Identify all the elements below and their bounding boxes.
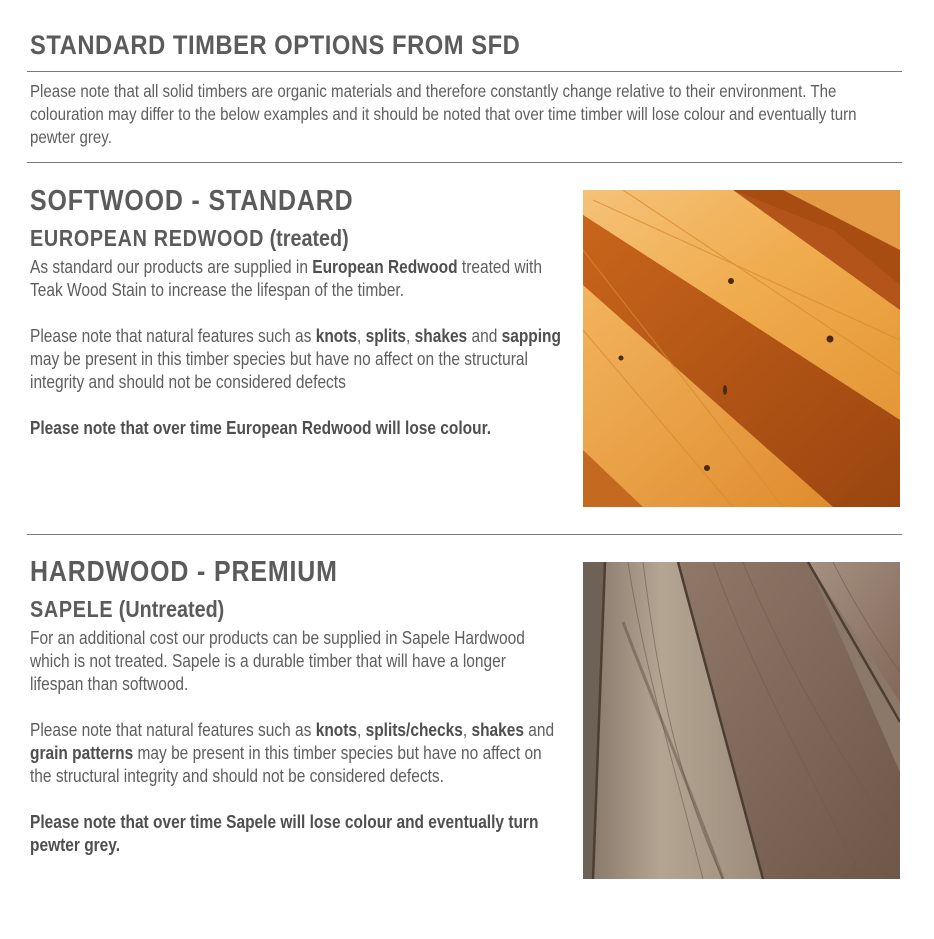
- page-title: STANDARD TIMBER OPTIONS FROM SFD: [30, 30, 521, 60]
- species-name: EUROPEAN REDWOOD: [30, 225, 265, 251]
- bold-text-run: splits/checks: [365, 720, 463, 740]
- redwood-timber-photo: [583, 190, 900, 507]
- title-divider: [27, 71, 902, 72]
- hardwood-paragraph-2: [30, 719, 563, 788]
- species-name: SAPELE: [30, 596, 114, 622]
- bold-text-run: sapping: [501, 326, 561, 346]
- text-run: may be present in this timber species but have no affect on the structural integrity and should not be considered defects: [30, 349, 528, 392]
- text-run: treated with Teak Wood Stain to increase the lifespan of the timber.: [30, 257, 542, 300]
- hardwood-section: [30, 554, 563, 857]
- bold-text-run: European Redwood: [312, 257, 458, 277]
- bold-text-run: grain patterns: [30, 743, 134, 763]
- text-run: Please note that natural features such as: [30, 720, 316, 740]
- hardwood-paragraph-3: [30, 811, 563, 857]
- text-run: ,: [462, 720, 472, 740]
- hardwood-species-heading: [30, 595, 563, 623]
- text-run: ,: [406, 326, 415, 346]
- text-run: ,: [357, 326, 366, 346]
- text-run: may be present in this timber species but have no affect on the structural integrity and should not be considered defects.: [30, 743, 542, 786]
- softwood-paragraph-1: [30, 256, 563, 302]
- bold-text-run: splits: [365, 326, 407, 346]
- species-note: (Untreated): [118, 596, 225, 622]
- text-run: Please note that natural features such as: [30, 326, 316, 346]
- bold-text-run: shakes: [414, 326, 468, 346]
- hardwood-paragraph-1: For an additional cost our products can be supplied in Sapele Hardwood which is not treated. Sapele is a durable timber that will have a longer lifespan than softwood.: [30, 628, 525, 694]
- species-note: (treated): [269, 225, 349, 251]
- softwood-heading: SOFTWOOD - STANDARD: [30, 185, 354, 217]
- bold-text-run: knots: [315, 326, 358, 346]
- text-run: ,: [357, 720, 366, 740]
- softwood-paragraph-2: [30, 325, 563, 394]
- bold-text-run: shakes: [471, 720, 524, 740]
- text-run: As standard our products are supplied in: [30, 257, 313, 277]
- hardwood-heading: HARDWOOD - PREMIUM: [30, 556, 338, 588]
- intro-text: Please note that all solid timbers are organic materials and therefore constantly change relative to their environment. The colouration may differ to the below examples and it should be noted that over time timber will lose colour and eventually turn pewter grey.: [30, 81, 857, 147]
- text-run: and: [467, 326, 502, 346]
- softwood-section: [30, 183, 563, 440]
- text-run: and: [523, 720, 555, 740]
- softwood-paragraph-3: [30, 417, 563, 440]
- bold-text-run: Please note that over time European Redwood will lose colour.: [30, 418, 492, 438]
- bold-text-run: Please note that over time Sapele will lose colour and eventually turn pewter grey.: [30, 812, 539, 855]
- sapele-timber-photo: [583, 562, 900, 879]
- intro-divider: [27, 162, 902, 163]
- bold-text-run: knots: [315, 720, 358, 740]
- section-divider: [27, 534, 902, 535]
- softwood-species-heading: [30, 224, 563, 252]
